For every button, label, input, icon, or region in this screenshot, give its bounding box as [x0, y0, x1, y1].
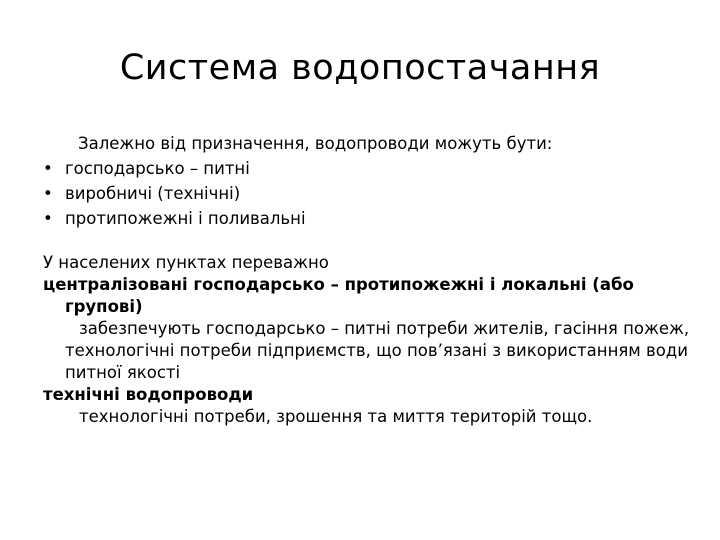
spacer [43, 233, 693, 252]
centralized-heading: централізовані господарсько – протипожежні і локальні (або групові) [43, 275, 634, 316]
intro-text: Залежно від призначення, водопроводи можуть бути: [78, 134, 553, 153]
list-item [43, 208, 693, 230]
slide-title: Система водопостачання [119, 48, 601, 88]
list-item-text: протипожежні і поливальні [65, 209, 306, 228]
bullet-icon: • [43, 159, 53, 178]
technical-description: технологічні потреби, зрошення та миття територій тощо. [79, 407, 593, 426]
list-item-text: господарсько – питні [65, 159, 250, 178]
centralized-description: забезпечують господарсько – питні потреби жителів, гасіння пожеж, технологічні потреби підприємств, що пов’язані з використанням води питної якості [65, 319, 690, 382]
slide-body [43, 133, 693, 428]
settlements-line: У населених пунктах переважно [43, 253, 329, 272]
list-item [43, 183, 693, 205]
list-item [43, 158, 693, 180]
purpose-list [43, 158, 693, 230]
list-item-text: виробничі (технічні) [65, 184, 241, 203]
bullet-icon: • [43, 184, 53, 203]
technical-heading: технічні водопроводи [43, 385, 254, 404]
bullet-icon: • [43, 209, 53, 228]
